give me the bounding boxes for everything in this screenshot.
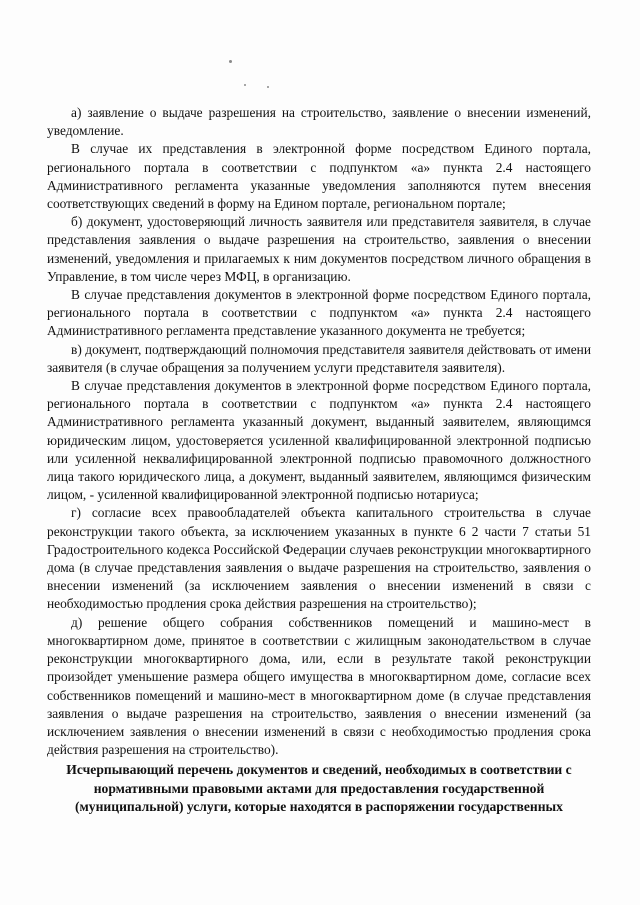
paragraph-d-general-meeting: д) решение общего собрания собственников помещений и машино-мест в многоквартирном доме, принятое в соответствии с жилищным законодательством в случае реконструкции многоквартирного дома, или, если в результате такой реконструкции произойдет уменьшение размера общего имущества в многоквартирном доме, согласие всех собственников помещений и машино-мест в многоквартирном доме (в случае представления заявления о выдаче разрешения на строительство, заявления о внесении изменений (за исключением заявления о внесении изменений в связи с необходимостью продления срока действия разрешения на строительство). <box>47 614 591 758</box>
document-body <box>47 104 591 817</box>
paragraph-electronic-form-notice: В случае их представления в электронной форме посредством Единого портала, регионального портала в соответствии с подпунктом «а» пункта 2.4 настоящего Административного регламента указанные уведомления заполняются путем внесения соответствующих сведений в форму на Едином портале, региональном портале; <box>47 141 591 212</box>
scan-speck <box>267 86 269 88</box>
section-heading: Исчерпывающий перечень документов и сведений, необходимых в соответствии с нормативными правовыми актами для предоставления государственной (муниципальной) услуги, которые находятся в распоряжении государственных <box>66 762 572 815</box>
paragraph-electronic-signature: В случае представления документов в электронной форме посредством Единого портала, регионального портала в соответствии с подпунктом «а» пункта 2.4 настоящего Административного регламента указанный документ, выданный заявителем, являющимся юридическим лицом, удостоверяется усиленной квалифицированной электронной подписью или усиленной неквалифицированной электронной подписью правомочного должностного лица такого юридического лица, а документ, выданный заявителем, являющимся физическим лицом, - усиленной квалифицированной электронной подписью нотариуса; <box>47 378 591 503</box>
paragraph-a-application: а) заявление о выдаче разрешения на строительство, заявление о внесении изменений, уведомление. <box>47 105 591 139</box>
scan-speck <box>229 60 232 63</box>
paragraph-electronic-form-identity: В случае представления документов в электронной форме посредством Единого портала, регионального портала в соответствии с подпунктом «а» пункта 2.4 настоящего Административного регламента представление указанного документа не требуется; <box>47 287 591 339</box>
paragraph-b-identity-document: б) документ, удостоверяющий личность заявителя или представителя заявителя, в случае представления заявления о выдаче разрешения на строительство, заявления о внесении изменений, уведомления и прилагаемых к ним документов посредством личного обращения в Управление, в том числе через МФЦ, в организацию. <box>47 214 591 284</box>
paragraph-v-authority-document: в) документ, подтверждающий полномочия представителя заявителя действовать от имени заявителя (в случае обращения за получением услуги представителя заявителя). <box>47 341 591 375</box>
paragraph-g-owners-consent: г) согласие всех правообладателей объекта капитального строительства в случае реконструкции такого объекта, за исключением указанных в пункте 6 2 части 7 статьи 51 Градостроительного кодекса Российской Федерации случаев реконструкции многоквартирного дома (в случае представления заявления о выдаче разрешения на строительство, заявления о внесении изменений (за исключением заявления о внесении изменений в связи с необходимостью продления срока действия разрешения на строительство); <box>47 505 591 612</box>
scan-speck <box>244 84 246 86</box>
